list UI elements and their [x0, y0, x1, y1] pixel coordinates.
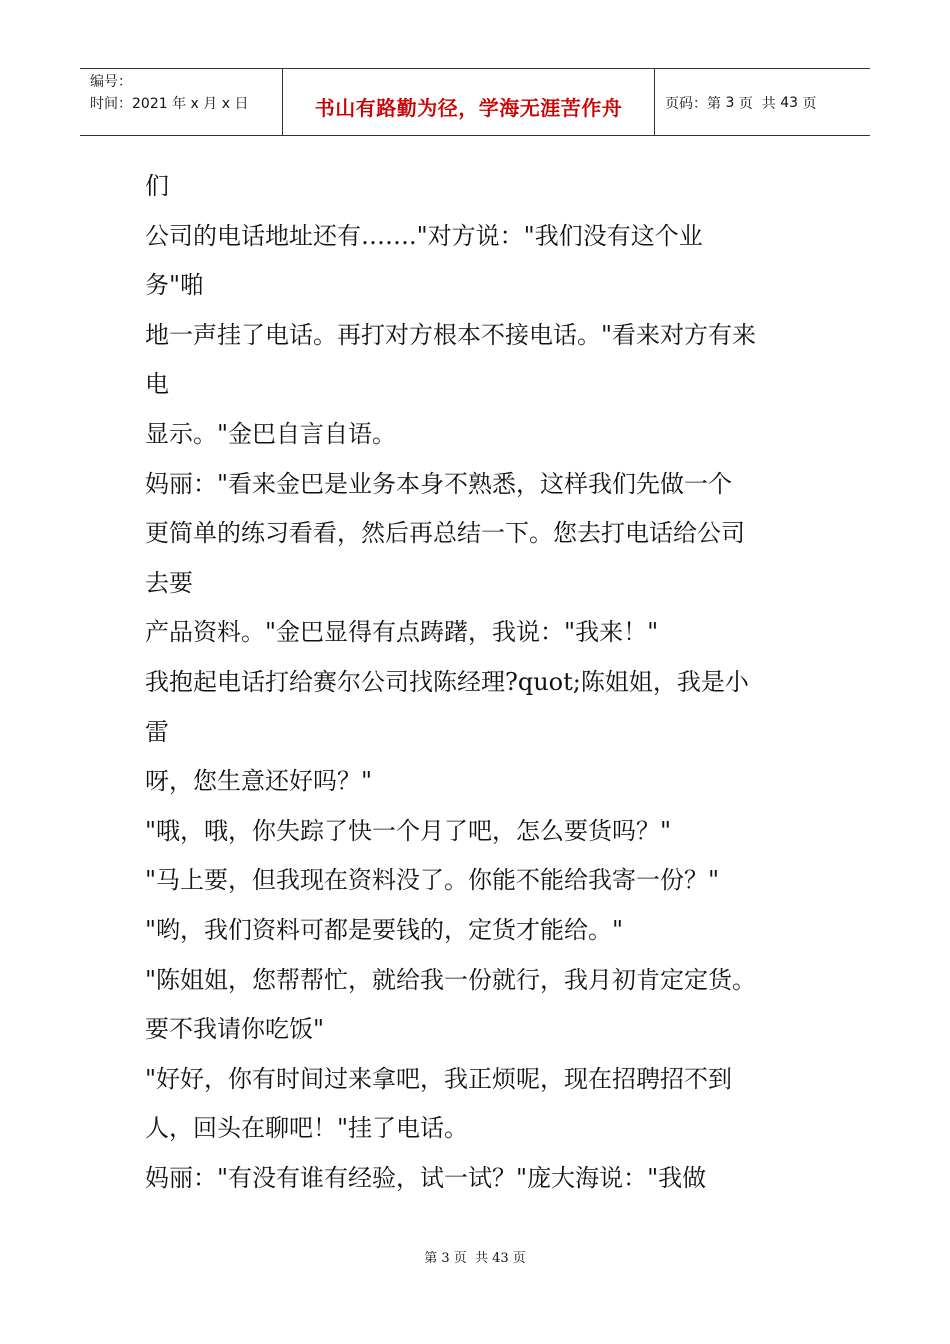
time-label: 时间：2021 年 x 月 x 日 [90, 96, 249, 112]
text-line: 妈丽："有没有谁有经验，试一试？"庞大海说："我做 [145, 1163, 707, 1192]
page-current: 3 [725, 95, 735, 111]
text-line: 要不我请你吃饭" [145, 1015, 325, 1044]
page-prefix: 页码：第 [665, 96, 726, 112]
text-line: "哦，哦，你失踪了快一个月了吧，怎么要货吗？" [145, 816, 672, 845]
text-line: 呀，您生意还好吗？" [145, 767, 373, 796]
text-line: 产品资料。"金巴显得有点踌躇，我说："我来！" [145, 618, 659, 647]
text-line: 人，回头在聊吧！"挂了电话。 [145, 1114, 469, 1143]
document-header [80, 68, 870, 136]
text-line: 电 [145, 370, 169, 399]
text-line: 公司的电话地址还有……."对方说："我们没有这个业 [145, 221, 703, 250]
text-line: "好好，你有时间过来拿吧，我正烦呢，现在招聘招不到 [145, 1064, 733, 1093]
document-body [145, 162, 825, 1203]
text-line: 去要 [145, 568, 193, 597]
page-footer: 第 3 页 共 43 页 [424, 1251, 526, 1266]
page-total: 43 [780, 95, 799, 111]
motto-text: 书山有路勤为径，学海无涯苦作舟 [314, 95, 623, 120]
text-line: 地一声挂了电话。再打对方根本不接电话。"看来对方有来 [145, 320, 757, 349]
text-line: 妈丽："看来金巴是业务本身不熟悉，这样我们先做一个 [145, 469, 733, 498]
header-motto-cell [282, 69, 655, 135]
text-line: "陈姐姐，您帮帮忙，就给我一份就行，我月初肯定定货。 [145, 965, 757, 994]
text-line: 显示。"金巴自言自语。 [145, 419, 397, 448]
text-line: "哟，我们资料可都是要钱的，定货才能给。" [145, 915, 624, 944]
text-line: 更简单的练习看看，然后再总结一下。您去打电话给公司 [145, 519, 745, 548]
header-info-cell [80, 69, 282, 135]
page-middle: 页 共 [734, 96, 781, 112]
number-label: 编号： [90, 74, 132, 90]
page-suffix: 页 [798, 96, 817, 112]
text-line: "马上要，但我现在资料没了。你能不能给我寄一份？" [145, 866, 720, 895]
text-line: 雷 [145, 717, 169, 746]
text-line: 务"啪 [145, 271, 205, 300]
header-page-cell [655, 69, 870, 135]
text-line: 我抱起电话打给赛尔公司找陈经理?quot;陈姐姐，我是小 [145, 667, 749, 696]
text-line: 们 [145, 172, 169, 200]
